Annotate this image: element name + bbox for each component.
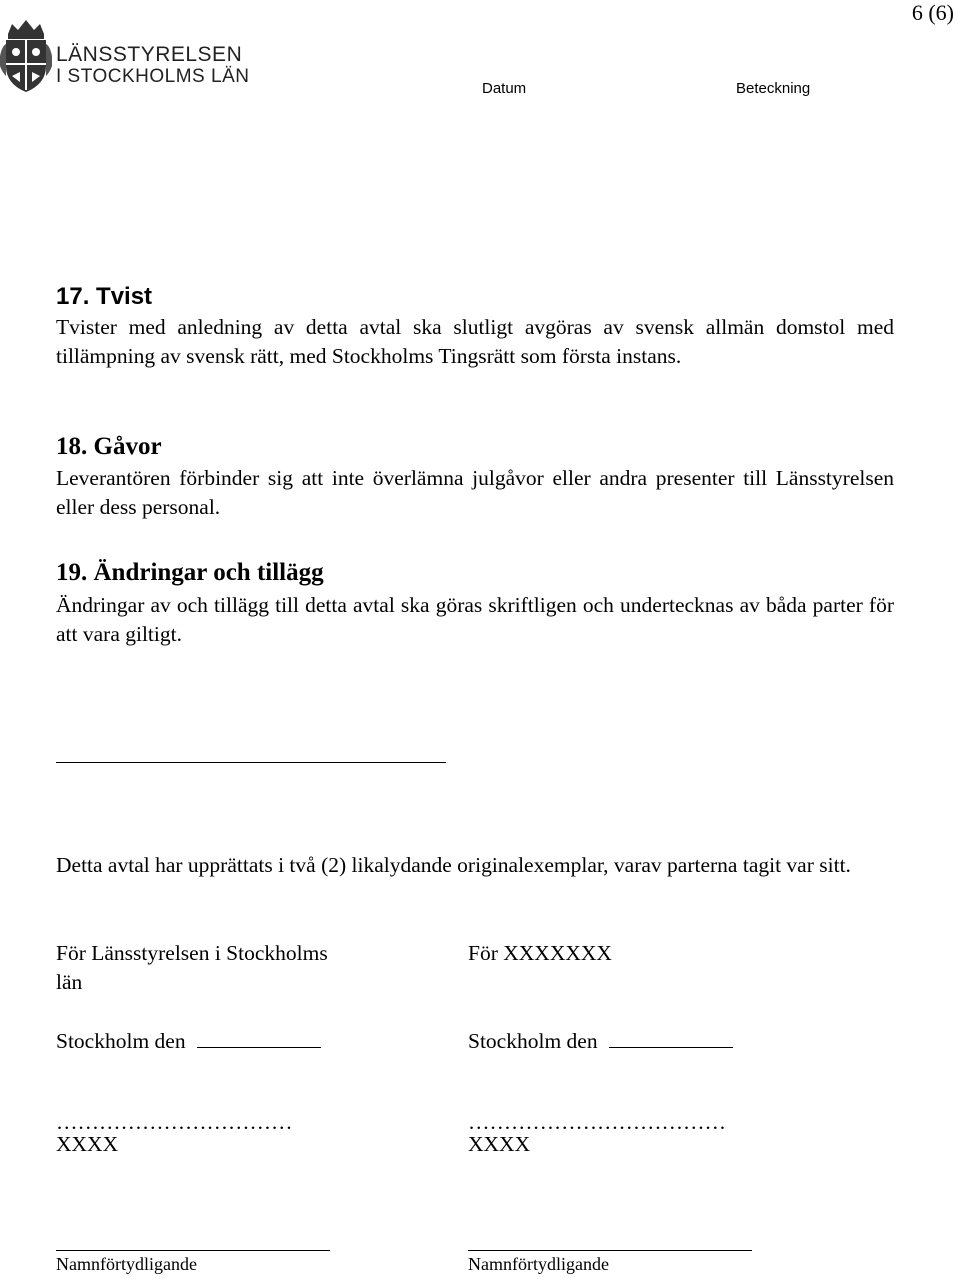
section-19-heading: 19. Ändringar och tillägg [56,559,324,586]
left-party [56,939,416,997]
coat-of-arms-icon [0,16,52,96]
section-18-body: Leverantören förbinder sig att inte överlämna julgåvor eller andra presenter till Länsstyrelsen eller dess personal. [56,466,894,519]
separator-line [56,762,446,763]
section-19-body: Ändringar av och tillägg till detta avtal ska göras skriftligen och undertecknas av båda parter för att vara giltigt. [56,593,894,646]
left-date-line [197,1027,321,1048]
left-signer-name: XXXX [56,1132,119,1156]
left-place-label: Stockholm den [56,1029,186,1053]
left-clarification-label: Namnförtydligande [56,1254,197,1274]
left-place-date [56,1027,321,1056]
left-party-line1: För Länsstyrelsen i Stockholms [56,941,328,965]
org-name-line2: I STOCKHOLMS LÄN [56,66,250,87]
right-signature-dots: ……………………………… [468,1110,726,1134]
right-clarification-line [468,1250,752,1251]
section-18-heading: 18. Gåvor [56,433,162,460]
section-17-body: Tvister med anledning av detta avtal ska slutligt avgöras av svensk allmän domstol med tillämpning av svensk rätt, med Stockholms Tingsrätt som första instans. [56,315,894,368]
right-party: För XXXXXXX [468,941,612,965]
right-clarification-label: Namnförtydligande [468,1254,609,1274]
right-date-line [609,1027,733,1048]
right-place-label: Stockholm den [468,1029,598,1053]
page-number: 6 (6) [911,0,954,25]
org-name [56,44,249,88]
left-clarification-line [56,1250,330,1251]
org-name-line1: LÄNSSTYRELSEN [56,43,243,66]
datum-label: Datum [482,80,527,97]
closing-statement: Detta avtal har upprättats i två (2) likalydande originalexemplar, varav parterna tagit var sitt. [56,853,851,877]
right-place-date [468,1027,733,1056]
right-signer-name: XXXX [468,1132,531,1156]
left-signature-dots: …………………………… [56,1110,293,1134]
section-17-heading: 17. Tvist [56,283,153,310]
left-party-line2: län [56,970,83,994]
beteckning-label: Beteckning [736,80,811,97]
